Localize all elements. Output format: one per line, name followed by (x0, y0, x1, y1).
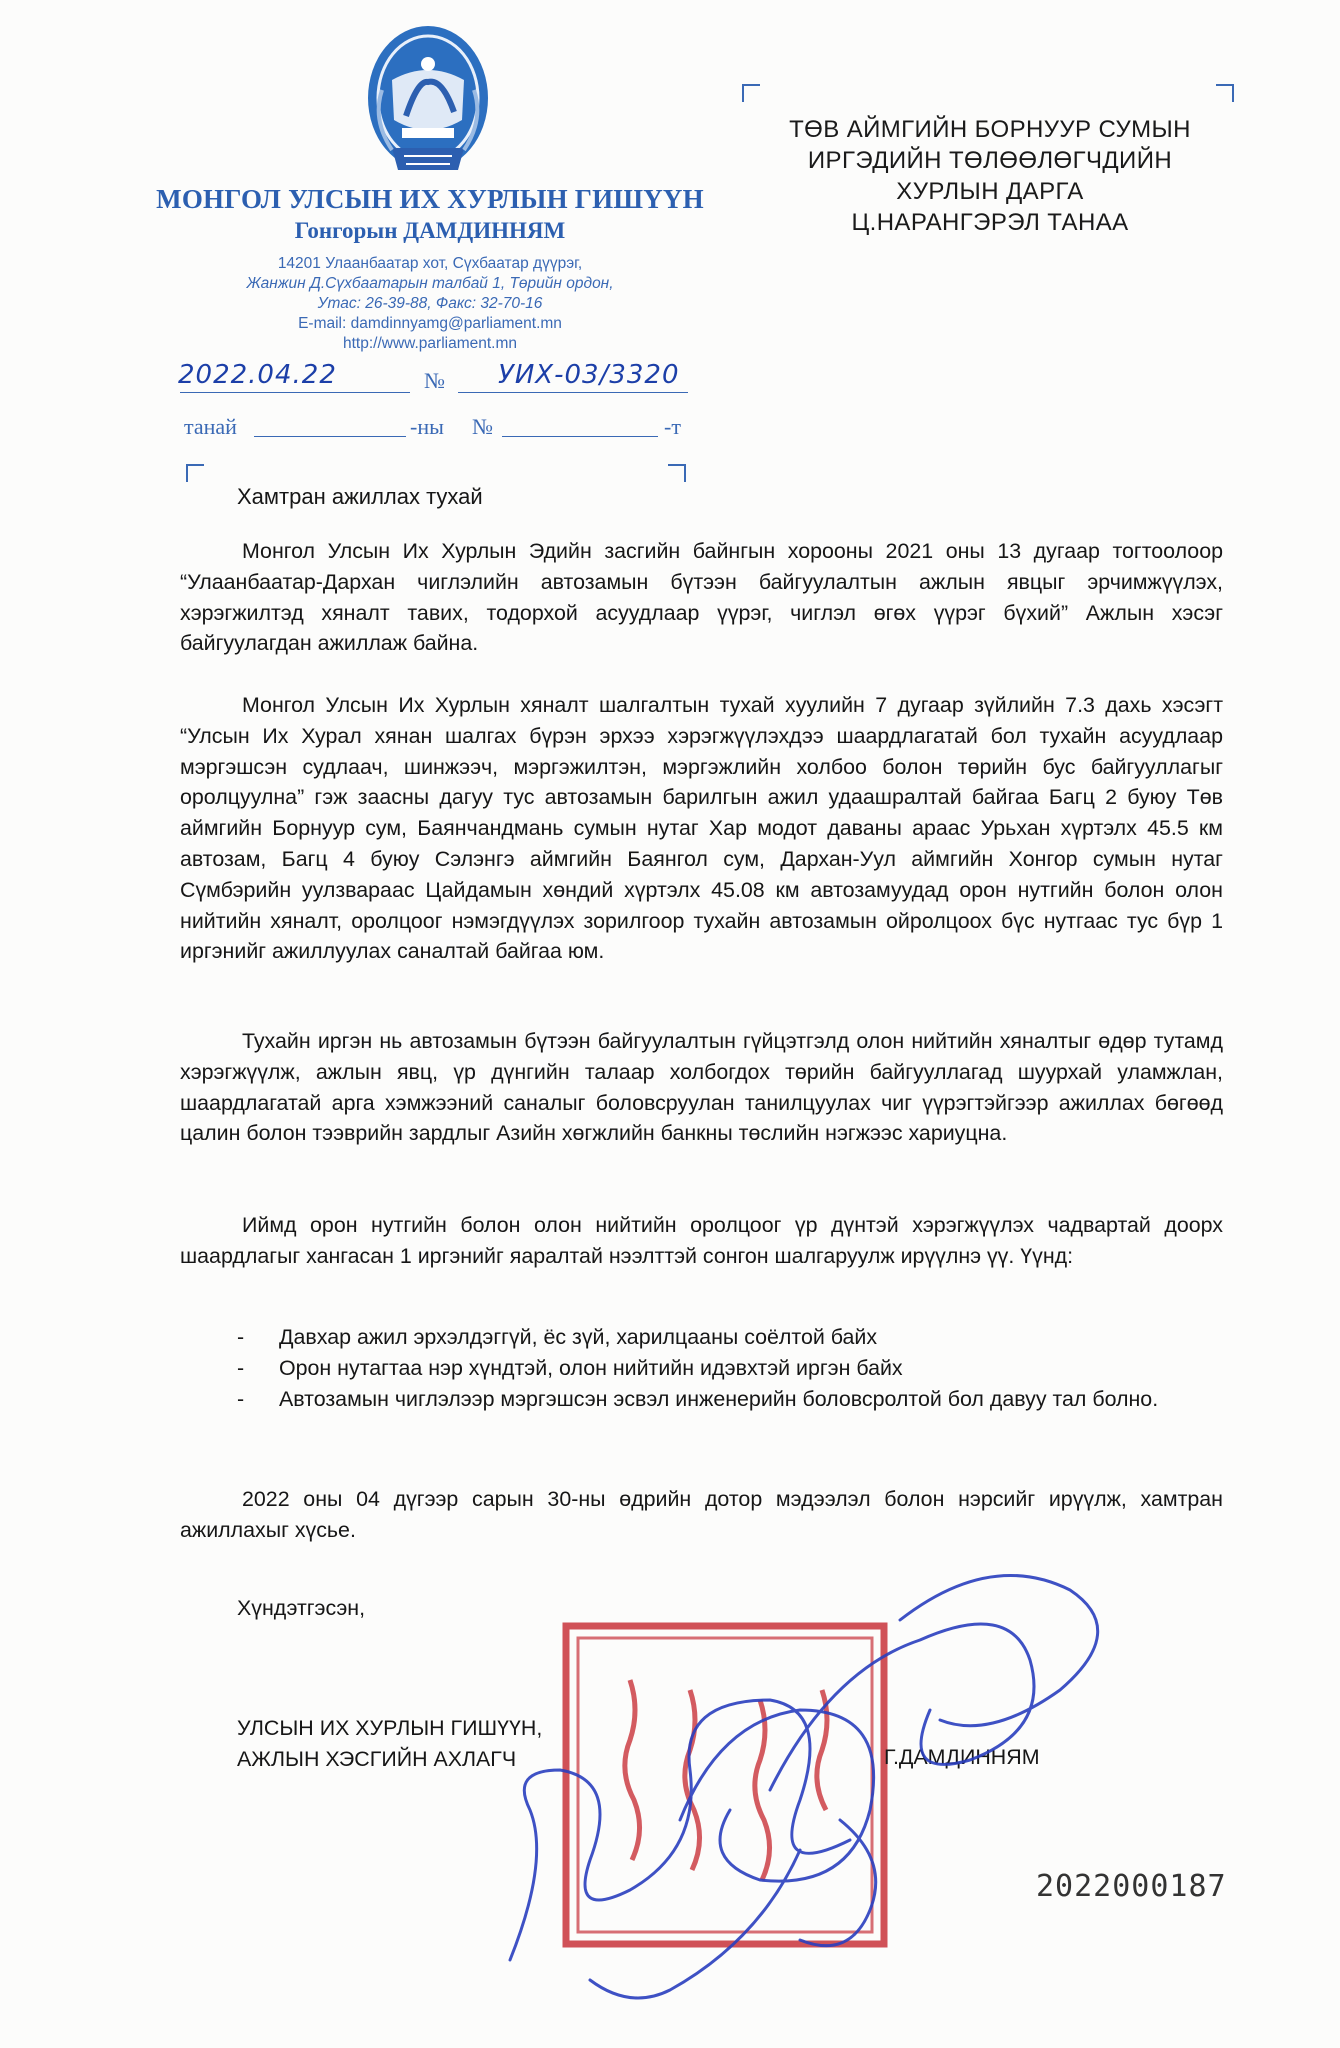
org-title: МОНГОЛ УЛСЫН ИХ ХУРЛЫН ГИШҮҮН (156, 184, 704, 214)
paragraph-2 (180, 690, 1223, 967)
paragraph-text: Монгол Улсын Их Хурлын хяналт шалгалтын тухай хуулийн 7 дугаар зүйлийн 7.3 дахь хэсэгт “Улсын Их Хурал хянан шалгах бүрэн эрхээ хэрэгжүүлэхдээ шаардлагатай бол тухайн асуудлаар мэргэшсэн судлаач, шинжээч, мэргэжилтэн, мэргэжлийн холбоо болон төрийн бус байгууллагыг оролцуулна” гэж заасны дагуу тус автозамын барилгын ажил удаашралтай байгаа Багц 2 буюу Төв аймгийн Борнуур сум, Баянчандмань сумын нутаг Хар модот даваны араас Урьхан хүртэлх 45.5 км автозам, Багц 4 буюу Сэлэнгэ аймгийн Баянгол сум, Дархан-Уул аймгийн Хонгор сумын нутаг Сүмбэрийн уулзвараас Цайдамын хөндий хүртэлх 45.08 км автозамуудад орон нутгийн болон олон нийтийн хяналт, оролцоог нэмэгдүүлэх зорилгоор тухайн автозамын ойролцоох бүс нутгаас тус бүр 1 иргэнийг ажиллуулах саналтай байгаа юм. (180, 693, 1223, 964)
reply-number-sign: № (472, 414, 493, 439)
member-name: Гонгорын ДАМДИННЯМ (294, 218, 566, 243)
paragraph-1 (180, 536, 1223, 659)
phone-fax: Утас: 26-39-88, Факс: 32-70-16 (317, 295, 543, 312)
list-bullet: - (237, 1386, 245, 1411)
paragraph-text: 2022 оны 04 дүгээр сарын 30-ны өдрийн дотор мэдээлэл болон нэрсийг ирүүлж, хамтран ажиллахыг хүсье. (180, 1487, 1223, 1542)
addressee-block (740, 114, 1240, 238)
list-item-text: Автозамын чиглэлээр мэргэшсэн эсвэл инженерийн боловсролтой бол давуу тал болно. (279, 1386, 1159, 1411)
number-sign: № (424, 368, 445, 393)
email: E-mail: damdinnyamg@parliament.mn (298, 315, 562, 332)
address-line-1: 14201 Улаанбаатар хот, Сүхбаатар дүүрэг, (277, 255, 583, 272)
corner-bracket-left (186, 464, 204, 482)
paragraph-text: Иймд орон нутгийн болон олон нийтийн оролцоог үр дүнтэй хэрэгжүүлэх чадвартай доорх шаардлагыг хангасан 1 иргэнийг яаралтай нээлттэй сонгон шалгаруулж ирүүлнэ үү. Үүнд: (180, 1213, 1223, 1268)
letter-subject: Хамтран ажиллах тухай (237, 484, 483, 509)
signatory-title-line-1: УЛСЫН ИХ ХУРЛЫН ГИШҮҮН, (237, 1716, 543, 1740)
reference-date: 2022.04.22 (178, 360, 337, 390)
corner-bracket-right (668, 464, 686, 482)
list-item (237, 1384, 1227, 1415)
contact-block (200, 254, 660, 354)
addressee-line-2: ИРГЭДИЙН ТӨЛӨӨЛӨГЧДИЙН (807, 147, 1173, 174)
reply-date-underline (254, 436, 406, 437)
document-number: 2022000187 (1036, 1869, 1227, 1904)
date-underline (180, 392, 410, 393)
address-line-2: Жанжин Д.Сүхбаатарын талбай 1, Төрийн ордон, (246, 275, 614, 292)
list-bullet: - (237, 1325, 245, 1349)
addressee-bracket-left (742, 84, 760, 102)
list-item (237, 1322, 1227, 1353)
requirements-list (237, 1322, 1227, 1414)
paragraph-4 (180, 1210, 1223, 1272)
addressee-line-3: ХУРЛЫН ДАРГА (896, 178, 1084, 205)
signatory-name: Г.ДАМДИННЯМ (884, 1745, 1040, 1769)
paragraph-text: Тухайн иргэн нь автозамын бүтээн байгуулалтын гүйцэтгэлд олон нийтийн хяналтыг өдөр тутамд хэрэгжүүлж, ажлын явц, үр дүнгийн талаар холбогдох төрийн байгууллагад шуурхай уламжлан, шаардлагатай арга хэмжээний саналыг боловсруулан танилцуулах чиг үүрэгтэйгээр ажиллах бөгөөд цалин болон тээврийн зардлыг Азийн хөгжлийн банкны төслийн нэгжээс хариуцна. (180, 1029, 1223, 1146)
closing-paragraph (180, 1484, 1223, 1546)
list-item (237, 1353, 1227, 1384)
signatory-title-line-2: АЖЛЫН ХЭСГИЙН АХЛАГЧ (237, 1747, 517, 1771)
reply-mid: -ны (410, 414, 444, 439)
state-emblem-icon (362, 20, 494, 190)
addressee-line-4: Ц.НАРАНГЭРЭЛ ТАНАА (851, 209, 1129, 236)
paragraph-3 (180, 1026, 1223, 1149)
number-underline (458, 392, 688, 393)
website: http://www.parliament.mn (342, 335, 517, 352)
handwritten-signature (470, 1560, 1230, 2030)
addressee-line-1: ТӨВ АЙМГИЙН БОРНУУР СУМЫН (789, 116, 1191, 143)
regards: Хүндэтгэсэн, (237, 1596, 366, 1620)
reply-number-underline (502, 436, 658, 437)
list-bullet: - (237, 1355, 245, 1380)
addressee-bracket-right (1216, 84, 1234, 102)
list-item-text: Давхар ажил эрхэлдэггүй, ёс зүй, харилцааны соёлтой байх (279, 1325, 878, 1349)
reply-prefix: танай (184, 414, 237, 439)
list-item-text: Орон нутагтаа нэр хүндтэй, олон нийтийн идэвхтэй иргэн байх (279, 1355, 903, 1380)
paragraph-text: Монгол Улсын Их Хурлын Эдийн засгийн байнгын хорооны 2021 оны 13 дугаар тогтоолоор “Улаанбаатар-Дархан чиглэлийн автозамын бүтээн байгуулалтын ажлын явцыг эрчимжүүлэх, хэрэгжилтэд хяналт тавих, тодорхой асуудлаар үүрэг, чиглэл өгөх үүрэг бүхий” Ажлын хэсэг байгуулагдан ажиллаж байна. (180, 539, 1223, 656)
reply-suffix: -т (664, 414, 681, 439)
reference-number: УИХ-03/3320 (498, 360, 680, 390)
